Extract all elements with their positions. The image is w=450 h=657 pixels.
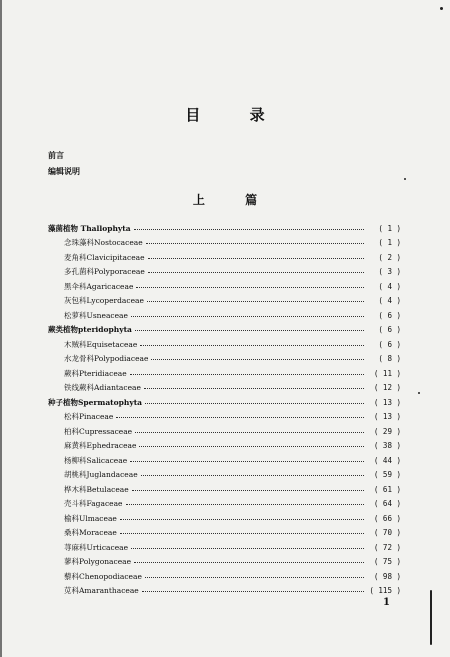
page-title: 目 录 xyxy=(185,106,287,124)
toc-entry-page: ( 59 ) xyxy=(373,470,401,480)
dot-leader xyxy=(147,301,364,302)
dot-leader xyxy=(148,258,364,259)
dot-leader xyxy=(130,461,364,462)
toc-entry-page: ( 70 ) xyxy=(373,528,401,538)
toc-entry-label: 种子植物Spermatophyta xyxy=(48,397,143,407)
toc-entry-page: ( 75 ) xyxy=(373,557,401,567)
toc-entry-page: ( 3 ) xyxy=(378,267,401,277)
dot-leader xyxy=(132,490,364,491)
dot-leader xyxy=(135,330,364,331)
toc-entry-label: 苋科Amaranthaceae xyxy=(64,586,139,596)
toc-family-row xyxy=(48,265,401,280)
page-number: 1 xyxy=(383,597,390,608)
toc-entry-label: 念珠藻科Nostocaceae xyxy=(64,238,143,248)
toc-entry-label: 桑科Moraceae xyxy=(64,528,117,538)
toc-entry-page: ( 6 ) xyxy=(378,310,401,320)
toc-entry-page: ( 61 ) xyxy=(373,484,401,494)
toc-family-row xyxy=(48,294,401,309)
dot-leader xyxy=(142,591,364,592)
dot-leader xyxy=(126,504,365,505)
toc-entry-page: ( 2 ) xyxy=(378,252,401,262)
front-matter-preface: 前言 xyxy=(48,150,64,160)
dot-leader xyxy=(136,287,364,288)
toc-family-row xyxy=(48,337,401,352)
toc-entry-label: 麻黄科Ephedraceae xyxy=(64,441,137,451)
toc-entry-label: 柏科Cupressaceae xyxy=(64,426,133,436)
toc-entry-page: ( 11 ) xyxy=(373,368,401,378)
toc-entry-page: ( 6 ) xyxy=(378,325,401,335)
toc-entry-label: 多孔菌科Polyporaceae xyxy=(64,267,145,277)
toc-entry-label: 榆科Ulmaceae xyxy=(64,513,117,523)
dot-leader xyxy=(135,432,364,433)
toc-family-row xyxy=(48,381,401,396)
toc-family-row xyxy=(48,497,401,512)
toc-family-row xyxy=(48,352,401,367)
toc-entry-page: ( 12 ) xyxy=(373,383,401,393)
toc-entry-page: ( 44 ) xyxy=(373,455,401,465)
dot-leader xyxy=(131,316,364,317)
front-matter-editorial-notes: 编辑说明 xyxy=(48,166,80,176)
toc-family-row xyxy=(48,511,401,526)
toc-entry-label: 胡桃科Juglandaceae xyxy=(64,470,138,480)
toc-group-row xyxy=(48,323,401,338)
scan-speck xyxy=(440,7,443,10)
toc-entry-page: ( 1 ) xyxy=(378,238,401,248)
toc-entry-page: ( 8 ) xyxy=(378,354,401,364)
scan-speck xyxy=(418,392,420,394)
toc-entry-label: 蓼科Polygonaceae xyxy=(64,557,132,567)
toc-family-row xyxy=(48,526,401,541)
toc-entry-label: 藜科Chenopodiaceae xyxy=(64,571,142,581)
dot-leader xyxy=(144,388,364,389)
toc-family-row xyxy=(48,453,401,468)
toc-family-row xyxy=(48,236,401,251)
toc-entry-label: 荨麻科Urticaceae xyxy=(64,542,129,552)
toc-entry-page: ( 64 ) xyxy=(373,499,401,509)
toc-entry-page: ( 13 ) xyxy=(373,412,401,422)
toc-group-row xyxy=(48,395,401,410)
table-of-contents xyxy=(48,221,401,598)
toc-entry-label: 灰包科Lycoperdaceae xyxy=(64,296,144,306)
dot-leader xyxy=(120,533,364,534)
dot-leader xyxy=(145,403,364,404)
toc-entry-page: ( 4 ) xyxy=(378,281,401,291)
toc-family-row xyxy=(48,439,401,454)
scan-mark-line xyxy=(430,590,432,645)
toc-family-row xyxy=(48,279,401,294)
section-title: 上 篇 xyxy=(192,193,276,207)
toc-family-row xyxy=(48,410,401,425)
toc-entry-page: ( 13 ) xyxy=(373,397,401,407)
dot-leader xyxy=(151,359,364,360)
toc-family-row xyxy=(48,250,401,265)
scan-speck xyxy=(404,178,406,180)
toc-entry-label: 水龙骨科Polypodiaceae xyxy=(64,354,149,364)
dot-leader xyxy=(139,446,364,447)
toc-entry-label: 杨柳科Salicaceae xyxy=(64,455,128,465)
dot-leader xyxy=(120,519,364,520)
toc-entry-label: 麦角科Clavicipitaceae xyxy=(64,252,145,262)
toc-family-row xyxy=(48,308,401,323)
toc-family-row xyxy=(48,424,401,439)
toc-entry-label: 桦木科Betulaceae xyxy=(64,484,129,494)
toc-entry-page: ( 66 ) xyxy=(373,513,401,523)
toc-entry-label: 黑伞科Agaricaceae xyxy=(64,281,134,291)
toc-entry-page: ( 72 ) xyxy=(373,542,401,552)
toc-family-row xyxy=(48,468,401,483)
toc-entry-page: ( 4 ) xyxy=(378,296,401,306)
toc-family-row xyxy=(48,584,401,599)
toc-entry-label: 松科Pinaceae xyxy=(64,412,114,422)
dot-leader xyxy=(116,417,364,418)
dot-leader xyxy=(134,562,364,563)
toc-entry-page: ( 29 ) xyxy=(373,426,401,436)
toc-entry-label: 铁线蕨科Adiantaceae xyxy=(64,383,141,393)
toc-entry-page: ( 6 ) xyxy=(378,339,401,349)
dot-leader xyxy=(148,272,364,273)
toc-entry-page: ( 115 ) xyxy=(369,586,401,596)
toc-entry-label: 蕨科Pteridiaceae xyxy=(64,368,127,378)
dot-leader xyxy=(130,374,364,375)
toc-family-row xyxy=(48,569,401,584)
dot-leader xyxy=(140,345,364,346)
scan-edge-line xyxy=(0,0,2,657)
toc-entry-page: ( 98 ) xyxy=(373,571,401,581)
toc-entry-label: 木贼科Equisetaceae xyxy=(64,339,138,349)
dot-leader xyxy=(131,548,364,549)
dot-leader xyxy=(145,577,364,578)
toc-family-row xyxy=(48,482,401,497)
dot-leader xyxy=(134,229,364,230)
toc-entry-label: 壳斗科Fagaceae xyxy=(64,499,123,509)
toc-entry-page: ( 1 ) xyxy=(378,223,401,233)
dot-leader xyxy=(141,475,364,476)
toc-family-row xyxy=(48,555,401,570)
toc-entry-page: ( 38 ) xyxy=(373,441,401,451)
toc-group-row xyxy=(48,221,401,236)
toc-family-row xyxy=(48,540,401,555)
toc-entry-label: 蕨类植物pteridophyta xyxy=(48,325,132,335)
toc-entry-label: 藻菌植物 Thallophyta xyxy=(48,223,131,233)
toc-family-row xyxy=(48,366,401,381)
dot-leader xyxy=(146,243,364,244)
toc-entry-label: 松萝科Usneaceae xyxy=(64,310,128,320)
